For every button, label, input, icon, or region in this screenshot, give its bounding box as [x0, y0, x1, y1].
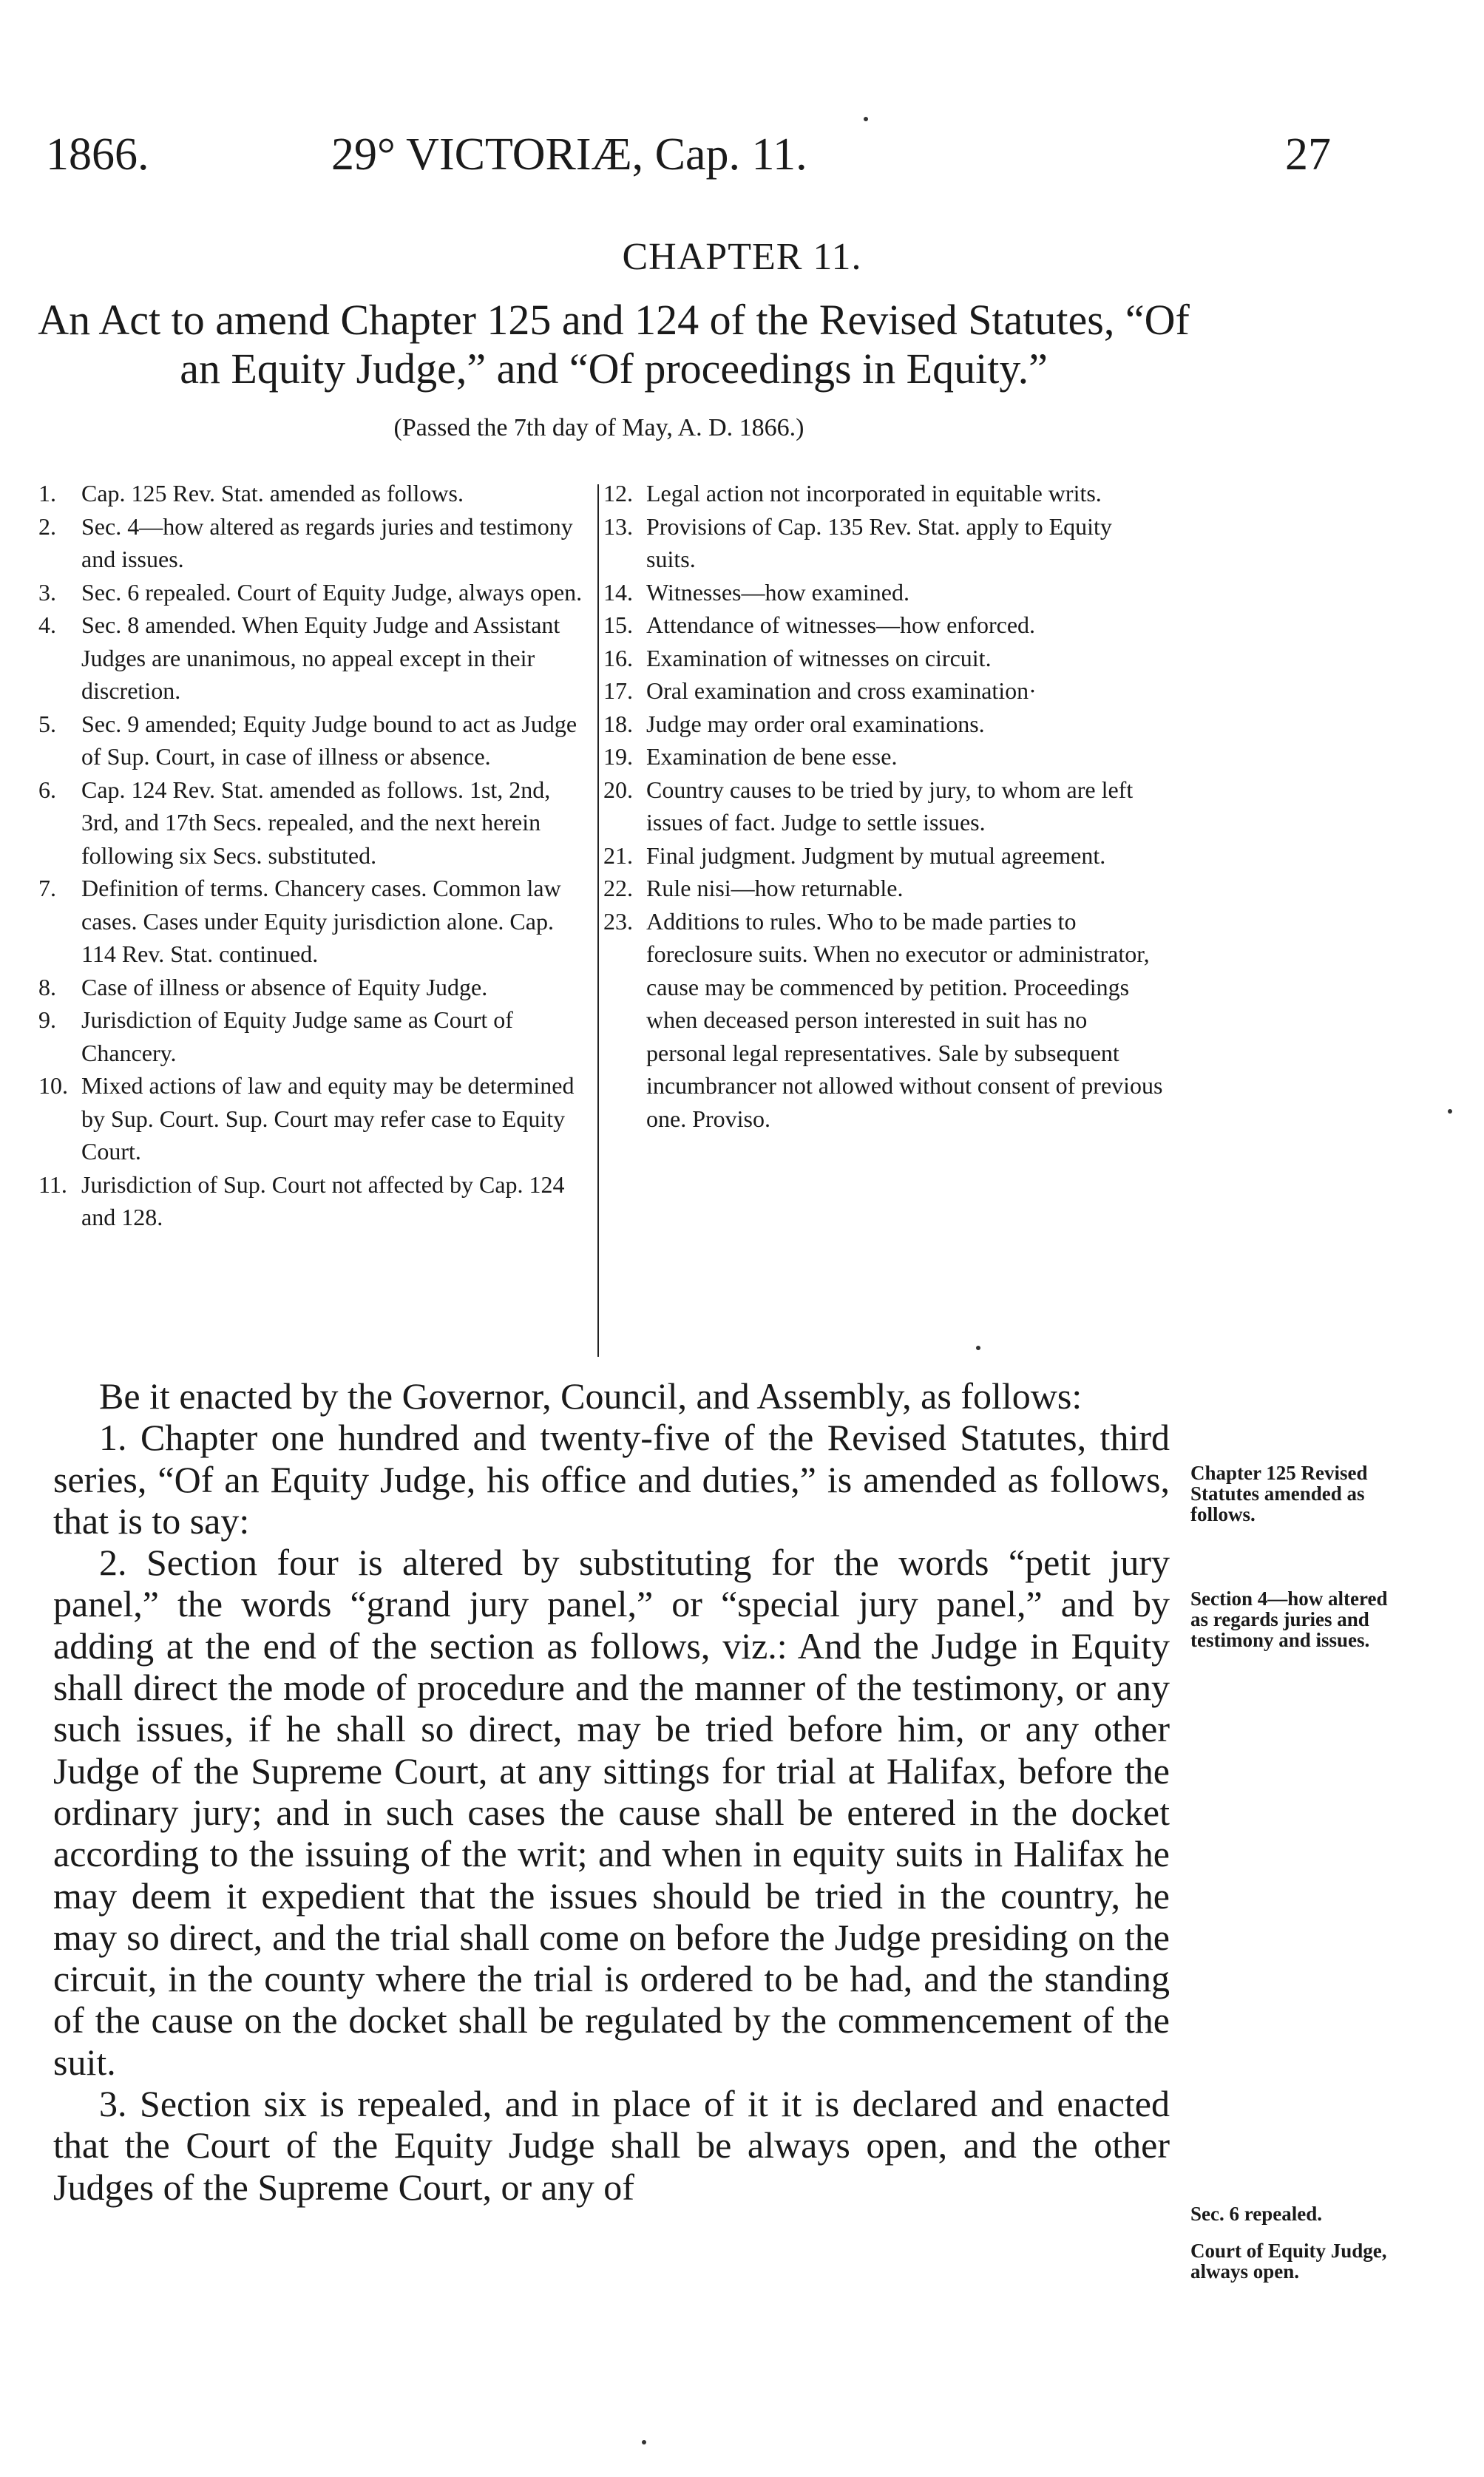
toc-entry-text: Oral examination and cross examination·	[646, 677, 1037, 704]
print-mark	[976, 1346, 980, 1350]
print-mark	[642, 2440, 646, 2444]
toc-entry	[38, 773, 593, 872]
toc-entry	[603, 872, 1165, 905]
toc-entry-number: 16.	[603, 644, 633, 671]
toc-entry	[603, 576, 1165, 609]
toc-entry-text: Jurisdiction of Sup. Court not affected by Cap. 124 and 128.	[81, 1170, 565, 1230]
toc-entry-text: Country causes to be tried by jury, to whom are left issues of fact. Judge to settle issues.	[646, 776, 1134, 836]
toc-entry-text: Examination of witnesses on circuit.	[646, 644, 992, 671]
toc-entry	[38, 872, 593, 971]
margin-note-3: Sec. 6 repealed.	[1190, 2203, 1322, 2225]
chapter-heading: CHAPTER 11.	[622, 236, 862, 278]
toc-entry-text: Definition of terms. Chancery cases. Common law cases. Cases under Equity jurisdiction alone. Cap. 114 Rev. Stat. continued.	[81, 875, 561, 967]
toc-entry-text: Legal action not incorporated in equitable writs.	[646, 480, 1102, 506]
toc-entry-number: 23.	[603, 907, 633, 935]
margin-note-2: Section 4—how altered as regards juries and testimony and issues.	[1190, 1587, 1388, 1651]
toc-entry-text: Examination de bene esse.	[646, 743, 898, 770]
page-number: 27	[1285, 129, 1331, 180]
toc-entry-text: Witnesses—how examined.	[646, 578, 909, 606]
toc-entry-text: Sec. 6 repealed. Court of Equity Judge, always open.	[81, 578, 583, 606]
toc-entry	[603, 674, 1165, 708]
toc-entry	[603, 839, 1165, 872]
toc-entry	[38, 708, 593, 773]
toc-entry-number: 9.	[38, 1006, 56, 1033]
toc-left-column	[38, 477, 593, 1234]
toc-entry-text: Rule nisi—how returnable.	[646, 875, 904, 901]
toc-entry-text: Final judgment. Judgment by mutual agreement.	[646, 841, 1106, 869]
toc-entry-text: Jurisdiction of Equity Judge same as Court of Chancery.	[81, 1006, 513, 1066]
toc-entry	[38, 609, 593, 708]
toc-entry	[38, 477, 593, 510]
toc-entry	[38, 576, 593, 609]
toc-entry-number: 19.	[603, 743, 633, 770]
toc-right-column	[603, 477, 1165, 1135]
margin-note-1: Chapter 125 Revised Statutes amended as follows.	[1190, 1462, 1368, 1525]
toc-entry	[38, 971, 593, 1004]
section-2: 2. Section four is altered by substituting for the words “petit jury panel,” the words “grand jury panel,” or “special jury panel,” and by adding at the end of the section as follows, viz.: And the Judge in Equity shall direct the mode of procedure and the manner of the testimony, or any such issues, if he shall so direct, may be tried before him, or any other Judge of the Supreme Court, at any sittings for trial at Halifax, before the ordinary jury; and in such cases the cause shall be entered in the docket according to the issuing of the writ; and when in equity suits in Halifax he may deem it expedient that the issues should be tried in the country, he may so direct, and the trial shall come on before the Judge presiding on the circuit, in the county where the trial is ordered to be had, and the standing of the cause on the docket shall be regulated by the commencement of the suit.	[53, 1542, 1170, 2083]
toc-divider	[597, 484, 599, 1357]
toc-entry-number: 6.	[38, 776, 56, 803]
toc-entry	[603, 905, 1165, 1136]
toc-entry-text: Sec. 8 amended. When Equity Judge and Assistant Judges are unanimous, no appeal except in their discretion.	[81, 611, 560, 704]
toc-entry-number: 2.	[38, 512, 56, 540]
toc-entry-text: Additions to rules. Who to be made parties to foreclosure suits. When no executor or administrator, cause may be commenced by petition. Proceedings when deceased person interested in suit has no personal legal representatives. Sale by subsequent incumbrancer not allowed without consent of previous one. Proviso.	[646, 907, 1163, 1132]
print-mark	[1448, 1109, 1452, 1114]
body-text	[53, 1375, 1170, 2208]
toc-entry-text: Sec. 9 amended; Equity Judge bound to act as Judge of Sup. Court, in case of illness or absence.	[81, 710, 577, 770]
toc-entry-text: Cap. 125 Rev. Stat. amended as follows.	[81, 480, 464, 506]
header-year: 1866.	[46, 129, 149, 180]
toc-entry-text: Provisions of Cap. 135 Rev. Stat. apply to Equity suits.	[646, 512, 1112, 572]
act-title: An Act to amend Chapter 125 and 124 of the Revised Statutes, “Of an Equity Judge,” and “Of proceedings in Equity.”	[38, 296, 1190, 393]
toc-entry	[603, 609, 1165, 642]
print-mark	[864, 117, 868, 121]
enacting-clause: Be it enacted by the Governor, Council, and Assembly, as follows:	[99, 1375, 1082, 1417]
toc-entry-number: 10.	[38, 1072, 68, 1099]
toc-entry-number: 5.	[38, 710, 56, 737]
toc-entry-text: Cap. 124 Rev. Stat. amended as follows. 1st, 2nd, 3rd, and 17th Secs. repealed, and the next herein following six Secs. substituted.	[81, 776, 551, 869]
toc-entry-number: 22.	[603, 875, 633, 901]
toc-entry-number: 8.	[38, 973, 56, 1000]
toc-entry	[38, 1069, 593, 1168]
toc-entry-number: 12.	[603, 480, 633, 506]
section-3: 3. Section six is repealed, and in place of it it is declared and enacted that the Court of the Equity Judge shall be always open, and the other Judges of the Supreme Court, or any of	[53, 2083, 1170, 2208]
toc-entry-number: 18.	[603, 710, 633, 737]
toc-entry-text: Judge may order oral examinations.	[646, 710, 985, 737]
toc-entry	[603, 642, 1165, 675]
section-1: 1. Chapter one hundred and twenty-five of the Revised Statutes, third series, “Of an Equity Judge, his office and duties,” is amended as follows, that is to say:	[53, 1417, 1170, 1542]
toc-entry-number: 14.	[603, 578, 633, 606]
toc-entry	[603, 510, 1165, 576]
toc-entry-number: 21.	[603, 841, 633, 869]
toc-entry-number: 20.	[603, 776, 633, 803]
header-title: 29° VICTORIÆ, Cap. 11.	[331, 129, 807, 180]
toc-entry-number: 3.	[38, 578, 56, 606]
toc-entry	[603, 708, 1165, 741]
toc-entry	[38, 1003, 593, 1069]
toc-entry	[38, 510, 593, 576]
toc-entry-number: 4.	[38, 611, 56, 638]
toc-entry	[603, 740, 1165, 773]
margin-note-4: Court of Equity Judge, always open.	[1190, 2240, 1387, 2283]
toc-entry-number: 7.	[38, 875, 56, 901]
toc-entry-number: 17.	[603, 677, 633, 704]
passed-date: (Passed the 7th day of May, A. D. 1866.)	[393, 414, 804, 441]
toc-entry-text: Attendance of witnesses—how enforced.	[646, 611, 1036, 638]
toc-entry-number: 1.	[38, 480, 56, 506]
toc-entry	[603, 477, 1165, 510]
toc-entry-text: Mixed actions of law and equity may be determined by Sup. Court. Sup. Court may refer case to Equity Court.	[81, 1072, 575, 1165]
toc-entry-number: 13.	[603, 512, 633, 540]
toc-entry-text: Sec. 4—how altered as regards juries and testimony and issues.	[81, 512, 573, 572]
toc-entry-number: 11.	[38, 1170, 67, 1198]
toc-entry	[38, 1168, 593, 1234]
toc-entry	[603, 773, 1165, 839]
toc-entry-text: Case of illness or absence of Equity Judge.	[81, 973, 488, 1000]
toc-entry-number: 15.	[603, 611, 633, 638]
